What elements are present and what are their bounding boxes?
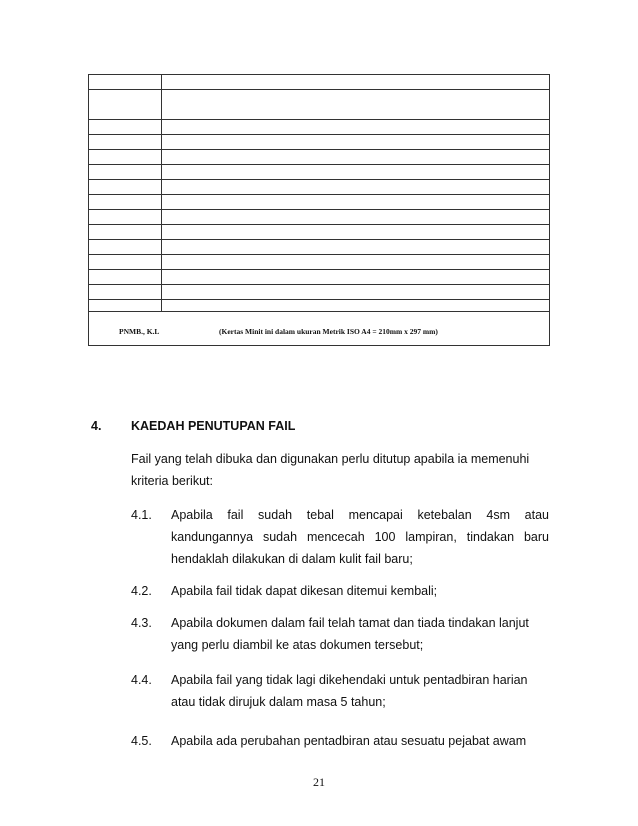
list-item: Apabila fail tidak dapat dikesan ditemui kembali; [171,584,438,598]
table-row [89,210,549,225]
footer-paper-note: (Kertas Minit ini dalam ukuran Metrik ISO A4 = 210mm x 297 mm) [219,327,438,336]
table-row [89,270,549,285]
table-row [89,135,549,150]
section-number: 4. [91,419,102,433]
item-number: 4.1. [131,508,152,522]
table-row [89,90,549,120]
list-item: Apabila fail yang tidak lagi dikehendaki untuk pentadbiran harian atau tidak dirujuk dalam masa 5 tahun; [171,673,528,709]
table-row [89,225,549,240]
list-item: Apabila fail sudah tebal mencapai ketebalan 4sm atau kandungannya sudah mencecah 100 lampiran, tindakan baru hendaklah dilakukan di dalam kulit fail baru; [171,508,549,566]
minute-table [88,74,550,346]
table-row [89,120,549,135]
section-title: KAEDAH PENUTUPAN FAIL [131,419,296,433]
item-number: 4.2. [131,584,152,598]
list-item: Apabila ada perubahan pentadbiran atau sesuatu pejabat awam [171,734,527,748]
footer-office-code: PNMB., K.L [119,327,160,336]
table-row [89,240,549,255]
item-number: 4.3. [131,616,152,630]
item-number: 4.5. [131,734,152,748]
item-number: 4.4. [131,673,152,687]
page-number: 21 [313,775,325,789]
table-row [89,300,549,312]
section-intro: Fail yang telah dibuka dan digunakan perlu ditutup apabila ia memenuhi kriteria berikut: [131,452,530,488]
table-footer [89,312,549,345]
table-row [89,165,549,180]
table-row [89,150,549,165]
table-row [89,285,549,300]
table-row [89,255,549,270]
table-row [89,195,549,210]
table-row [89,180,549,195]
list-item: Apabila dokumen dalam fail telah tamat dan tiada tindakan lanjut yang perlu diambil ke atas dokumen tersebut; [171,616,529,652]
table-row [89,75,549,90]
